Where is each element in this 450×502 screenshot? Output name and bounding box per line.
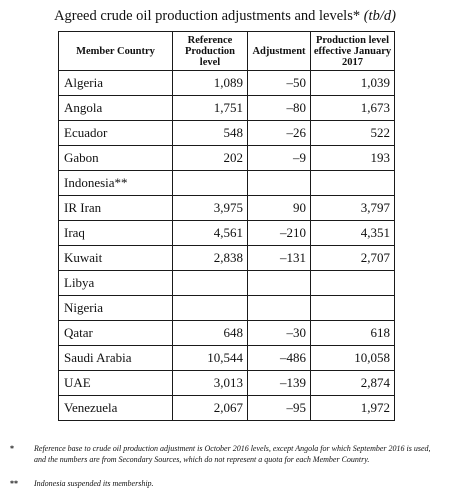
header-row xyxy=(59,32,395,71)
cell-production-level: 2,707 xyxy=(311,246,395,271)
table-row xyxy=(59,146,395,171)
table-row xyxy=(59,346,395,371)
cell-country: Ecuador xyxy=(59,121,173,146)
table-row xyxy=(59,71,395,96)
footnote xyxy=(0,443,450,465)
cell-adjustment: –131 xyxy=(248,246,311,271)
cell-country: Libya xyxy=(59,271,173,296)
table-title xyxy=(0,7,450,25)
cell-reference: 548 xyxy=(173,121,248,146)
cell-country: IR Iran xyxy=(59,196,173,221)
table-row xyxy=(59,196,395,221)
header-member-country: Member Country xyxy=(59,32,173,71)
cell-country: Kuwait xyxy=(59,246,173,271)
cell-country: Iraq xyxy=(59,221,173,246)
cell-country: Saudi Arabia xyxy=(59,346,173,371)
footnotes xyxy=(0,443,450,489)
cell-reference: 3,013 xyxy=(173,371,248,396)
cell-country: Algeria xyxy=(59,71,173,96)
cell-reference xyxy=(173,171,248,196)
production-table xyxy=(58,31,395,421)
table-row xyxy=(59,271,395,296)
cell-production-level: 3,797 xyxy=(311,196,395,221)
table-header xyxy=(59,32,395,71)
cell-adjustment: –30 xyxy=(248,321,311,346)
table-row xyxy=(59,396,395,421)
cell-reference: 648 xyxy=(173,321,248,346)
footnote-text: Indonesia suspended its membership. xyxy=(34,479,154,488)
cell-adjustment: 90 xyxy=(248,196,311,221)
cell-reference: 4,561 xyxy=(173,221,248,246)
table-row xyxy=(59,221,395,246)
cell-production-level xyxy=(311,271,395,296)
footnote-marker: * xyxy=(10,444,14,453)
cell-reference: 10,544 xyxy=(173,346,248,371)
cell-production-level xyxy=(311,171,395,196)
cell-production-level: 2,874 xyxy=(311,371,395,396)
cell-reference xyxy=(173,296,248,321)
cell-reference: 2,067 xyxy=(173,396,248,421)
cell-adjustment xyxy=(248,271,311,296)
table-row xyxy=(59,171,395,196)
table-row xyxy=(59,371,395,396)
cell-country: Nigeria xyxy=(59,296,173,321)
cell-adjustment: –139 xyxy=(248,371,311,396)
cell-production-level: 193 xyxy=(311,146,395,171)
cell-production-level: 1,972 xyxy=(311,396,395,421)
table-row xyxy=(59,96,395,121)
header-reference-production: Reference Production level xyxy=(173,32,248,71)
cell-production-level: 1,039 xyxy=(311,71,395,96)
table-body xyxy=(59,71,395,421)
table-title-main: Agreed crude oil production adjustments and levels* xyxy=(54,8,361,24)
table-row xyxy=(59,246,395,271)
cell-reference: 2,838 xyxy=(173,246,248,271)
cell-country: Qatar xyxy=(59,321,173,346)
footnote-text: Reference base to crude oil production adjustment is October 2016 levels, except Angola for which September 2016 is used, and the numbers are from Secondary Sources, which do not represent a quota for each Member Country. xyxy=(34,444,431,464)
cell-production-level: 4,351 xyxy=(311,221,395,246)
header-production-level-effective: Production level effective January 2017 xyxy=(311,32,395,71)
cell-production-level: 10,058 xyxy=(311,346,395,371)
cell-country: Angola xyxy=(59,96,173,121)
cell-adjustment xyxy=(248,296,311,321)
table-row xyxy=(59,296,395,321)
footnote xyxy=(0,478,450,489)
cell-reference: 3,975 xyxy=(173,196,248,221)
cell-country: Indonesia** xyxy=(59,171,173,196)
header-adjustment: Adjustment xyxy=(248,32,311,71)
cell-production-level xyxy=(311,296,395,321)
cell-production-level: 1,673 xyxy=(311,96,395,121)
table-row xyxy=(59,121,395,146)
table-row xyxy=(59,321,395,346)
cell-production-level: 618 xyxy=(311,321,395,346)
cell-country: Gabon xyxy=(59,146,173,171)
cell-country: UAE xyxy=(59,371,173,396)
cell-reference: 202 xyxy=(173,146,248,171)
cell-reference: 1,751 xyxy=(173,96,248,121)
table-title-unit: (tb/d) xyxy=(363,8,396,24)
cell-adjustment xyxy=(248,171,311,196)
cell-adjustment: –9 xyxy=(248,146,311,171)
cell-adjustment: –50 xyxy=(248,71,311,96)
footnote-marker: ** xyxy=(10,479,18,488)
cell-country: Venezuela xyxy=(59,396,173,421)
cell-adjustment: –80 xyxy=(248,96,311,121)
cell-adjustment: –95 xyxy=(248,396,311,421)
cell-adjustment: –26 xyxy=(248,121,311,146)
cell-adjustment: –486 xyxy=(248,346,311,371)
cell-reference: 1,089 xyxy=(173,71,248,96)
cell-reference xyxy=(173,271,248,296)
cell-production-level: 522 xyxy=(311,121,395,146)
cell-adjustment: –210 xyxy=(248,221,311,246)
